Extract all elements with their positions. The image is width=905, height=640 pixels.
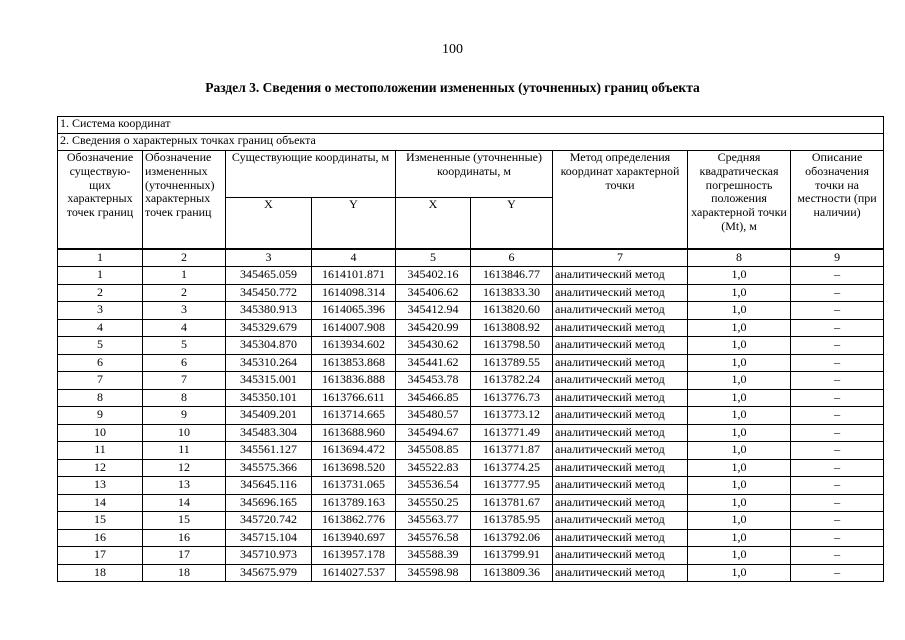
cell-existing-point-id: 12 (58, 459, 143, 477)
cell-existing-y: 1613940.697 (312, 529, 396, 547)
cell-existing-x: 345696.165 (226, 494, 312, 512)
cell-mean-error: 1,0 (688, 319, 791, 337)
column-number: 6 (471, 249, 553, 267)
header-existing-point-id: Обозначение существую-щих характерных точек границ (58, 151, 143, 250)
table-row (58, 337, 884, 355)
cell-changed-y: 1613773.12 (471, 407, 553, 425)
cell-mean-error: 1,0 (688, 337, 791, 355)
cell-mean-error: 1,0 (688, 529, 791, 547)
cell-mean-error: 1,0 (688, 477, 791, 495)
cell-changed-x: 345430.62 (396, 337, 471, 355)
column-number: 5 (396, 249, 471, 267)
cell-changed-x: 345536.54 (396, 477, 471, 495)
cell-method: аналитический метод (553, 319, 688, 337)
cell-existing-y: 1613862.776 (312, 512, 396, 530)
cell-method: аналитический метод (553, 459, 688, 477)
cell-existing-point-id: 14 (58, 494, 143, 512)
cell-changed-x: 345453.78 (396, 372, 471, 390)
cell-existing-y: 1613934.602 (312, 337, 396, 355)
cell-method: аналитический метод (553, 372, 688, 390)
cell-changed-x: 345402.16 (396, 267, 471, 285)
cell-mean-error: 1,0 (688, 564, 791, 582)
cell-changed-x: 345550.25 (396, 494, 471, 512)
cell-existing-x: 345304.870 (226, 337, 312, 355)
cell-existing-y: 1613957.178 (312, 547, 396, 565)
cell-changed-x: 345598.98 (396, 564, 471, 582)
cell-changed-point-id: 4 (143, 319, 226, 337)
cell-existing-y: 1613714.665 (312, 407, 396, 425)
cell-changed-y: 1613809.36 (471, 564, 553, 582)
table-row (58, 494, 884, 512)
header-mean-error: Средняя квадратическая погрешность положения характерной точки (Mt), м (688, 151, 791, 250)
cell-existing-point-id: 7 (58, 372, 143, 390)
header-point-description: Описание обозначения точки на местности (при наличии) (791, 151, 884, 250)
column-number: 9 (791, 249, 884, 267)
cell-changed-y: 1613820.60 (471, 302, 553, 320)
cell-mean-error: 1,0 (688, 267, 791, 285)
cell-changed-point-id: 12 (143, 459, 226, 477)
cell-changed-y: 1613781.67 (471, 494, 553, 512)
cell-existing-y: 1613836.888 (312, 372, 396, 390)
table-row (58, 459, 884, 477)
cell-description: – (791, 284, 884, 302)
cell-changed-point-id: 13 (143, 477, 226, 495)
cell-description: – (791, 442, 884, 460)
cell-changed-point-id: 18 (143, 564, 226, 582)
cell-description: – (791, 529, 884, 547)
cell-existing-x: 345720.742 (226, 512, 312, 530)
cell-method: аналитический метод (553, 547, 688, 565)
cell-description: – (791, 512, 884, 530)
cell-existing-point-id: 18 (58, 564, 143, 582)
header-method: Метод определения координат характерной точки (553, 151, 688, 250)
table-row (58, 302, 884, 320)
cell-changed-point-id: 8 (143, 389, 226, 407)
page-number: 100 (442, 42, 463, 57)
cell-existing-y: 1614098.314 (312, 284, 396, 302)
cell-description: – (791, 424, 884, 442)
section-title: Раздел 3. Сведения о местоположении измененных (уточненных) границ объекта (205, 80, 700, 95)
cell-mean-error: 1,0 (688, 547, 791, 565)
cell-method: аналитический метод (553, 407, 688, 425)
cell-mean-error: 1,0 (688, 389, 791, 407)
cell-description: – (791, 302, 884, 320)
cell-changed-y: 1613782.24 (471, 372, 553, 390)
header-existing-y: Y (312, 198, 396, 250)
cell-existing-point-id: 16 (58, 529, 143, 547)
cell-method: аналитический метод (553, 284, 688, 302)
cell-existing-x: 345715.104 (226, 529, 312, 547)
column-number: 3 (226, 249, 312, 267)
cell-changed-x: 345466.85 (396, 389, 471, 407)
column-number: 1 (58, 249, 143, 267)
table-row (58, 407, 884, 425)
cell-changed-point-id: 5 (143, 337, 226, 355)
cell-mean-error: 1,0 (688, 372, 791, 390)
cell-method: аналитический метод (553, 512, 688, 530)
table-row (58, 389, 884, 407)
cell-method: аналитический метод (553, 389, 688, 407)
cell-method: аналитический метод (553, 302, 688, 320)
cell-changed-x: 345588.39 (396, 547, 471, 565)
cell-mean-error: 1,0 (688, 284, 791, 302)
cell-mean-error: 1,0 (688, 407, 791, 425)
cell-existing-point-id: 15 (58, 512, 143, 530)
table-row (58, 284, 884, 302)
header-existing-x: X (226, 198, 312, 250)
table-row (58, 372, 884, 390)
header-changed-y: Y (471, 198, 553, 250)
cell-changed-x: 345494.67 (396, 424, 471, 442)
cell-description: – (791, 389, 884, 407)
header-changed-point-id: Обозначение измененных (уточненных) характерных точек границ (143, 151, 226, 250)
cell-existing-y: 1614007.908 (312, 319, 396, 337)
cell-description: – (791, 319, 884, 337)
cell-existing-x: 345329.679 (226, 319, 312, 337)
cell-changed-y: 1613776.73 (471, 389, 553, 407)
cell-existing-y: 1614027.537 (312, 564, 396, 582)
header-changed-x: X (396, 198, 471, 250)
cell-changed-point-id: 11 (143, 442, 226, 460)
table-row (58, 477, 884, 495)
table-row (58, 354, 884, 372)
cell-changed-x: 345412.94 (396, 302, 471, 320)
cell-changed-point-id: 7 (143, 372, 226, 390)
cell-existing-x: 345450.772 (226, 284, 312, 302)
cell-description: – (791, 372, 884, 390)
cell-existing-y: 1614065.396 (312, 302, 396, 320)
cell-changed-point-id: 6 (143, 354, 226, 372)
cell-changed-y: 1613771.49 (471, 424, 553, 442)
cell-existing-point-id: 17 (58, 547, 143, 565)
cell-changed-y: 1613774.25 (471, 459, 553, 477)
cell-changed-y: 1613777.95 (471, 477, 553, 495)
cell-method: аналитический метод (553, 424, 688, 442)
cell-existing-x: 345675.979 (226, 564, 312, 582)
cell-changed-x: 345563.77 (396, 512, 471, 530)
cell-existing-x: 345350.101 (226, 389, 312, 407)
cell-existing-point-id: 1 (58, 267, 143, 285)
cell-changed-y: 1613785.95 (471, 512, 553, 530)
cell-existing-point-id: 10 (58, 424, 143, 442)
cell-existing-x: 345310.264 (226, 354, 312, 372)
cell-changed-y: 1613799.91 (471, 547, 553, 565)
cell-mean-error: 1,0 (688, 354, 791, 372)
cell-description: – (791, 477, 884, 495)
table-row (58, 547, 884, 565)
cell-method: аналитический метод (553, 494, 688, 512)
cell-mean-error: 1,0 (688, 459, 791, 477)
cell-changed-x: 345441.62 (396, 354, 471, 372)
cell-method: аналитический метод (553, 477, 688, 495)
header-changed-coordinates: Измененные (уточненные) координаты, м (396, 151, 553, 198)
cell-changed-y: 1613798.50 (471, 337, 553, 355)
table-row (58, 424, 884, 442)
cell-method: аналитический метод (553, 337, 688, 355)
cell-existing-y: 1614101.871 (312, 267, 396, 285)
cell-existing-x: 345575.366 (226, 459, 312, 477)
cell-changed-point-id: 14 (143, 494, 226, 512)
table-row (58, 564, 884, 582)
cell-changed-point-id: 10 (143, 424, 226, 442)
cell-existing-point-id: 3 (58, 302, 143, 320)
cell-changed-point-id: 16 (143, 529, 226, 547)
cell-description: – (791, 354, 884, 372)
boundary-points-info-row: 2. Сведения о характерных точках границ объекта (58, 134, 884, 151)
cell-changed-x: 345576.58 (396, 529, 471, 547)
cell-mean-error: 1,0 (688, 302, 791, 320)
cell-existing-x: 345315.001 (226, 372, 312, 390)
cell-method: аналитический метод (553, 442, 688, 460)
cell-existing-point-id: 9 (58, 407, 143, 425)
table-row (58, 319, 884, 337)
cell-existing-point-id: 5 (58, 337, 143, 355)
cell-changed-point-id: 2 (143, 284, 226, 302)
cell-existing-point-id: 13 (58, 477, 143, 495)
cell-existing-x: 345710.973 (226, 547, 312, 565)
column-number: 2 (143, 249, 226, 267)
cell-method: аналитический метод (553, 267, 688, 285)
cell-existing-x: 345465.059 (226, 267, 312, 285)
cell-existing-x: 345409.201 (226, 407, 312, 425)
cell-changed-y: 1613846.77 (471, 267, 553, 285)
table-row (58, 512, 884, 530)
cell-existing-point-id: 11 (58, 442, 143, 460)
cell-changed-y: 1613792.06 (471, 529, 553, 547)
cell-existing-y: 1613731.065 (312, 477, 396, 495)
cell-existing-x: 345483.304 (226, 424, 312, 442)
cell-existing-y: 1613766.611 (312, 389, 396, 407)
cell-changed-point-id: 17 (143, 547, 226, 565)
cell-method: аналитический метод (553, 529, 688, 547)
cell-existing-y: 1613698.520 (312, 459, 396, 477)
column-number: 8 (688, 249, 791, 267)
coordinate-system-row: 1. Система координат (58, 117, 884, 134)
cell-description: – (791, 564, 884, 582)
cell-changed-point-id: 1 (143, 267, 226, 285)
cell-existing-y: 1613789.163 (312, 494, 396, 512)
coordinates-table (57, 116, 884, 582)
cell-changed-y: 1613789.55 (471, 354, 553, 372)
cell-existing-x: 345645.116 (226, 477, 312, 495)
cell-existing-point-id: 2 (58, 284, 143, 302)
cell-existing-x: 345380.913 (226, 302, 312, 320)
cell-existing-point-id: 8 (58, 389, 143, 407)
cell-mean-error: 1,0 (688, 512, 791, 530)
table-row (58, 267, 884, 285)
cell-changed-x: 345406.62 (396, 284, 471, 302)
cell-changed-y: 1613771.87 (471, 442, 553, 460)
cell-existing-point-id: 4 (58, 319, 143, 337)
cell-existing-x: 345561.127 (226, 442, 312, 460)
cell-changed-x: 345420.99 (396, 319, 471, 337)
cell-description: – (791, 337, 884, 355)
cell-mean-error: 1,0 (688, 494, 791, 512)
cell-changed-y: 1613833.30 (471, 284, 553, 302)
cell-description: – (791, 494, 884, 512)
column-number: 4 (312, 249, 396, 267)
cell-changed-point-id: 15 (143, 512, 226, 530)
cell-description: – (791, 547, 884, 565)
table-row (58, 529, 884, 547)
cell-description: – (791, 459, 884, 477)
cell-changed-point-id: 9 (143, 407, 226, 425)
cell-existing-y: 1613853.868 (312, 354, 396, 372)
cell-changed-x: 345508.85 (396, 442, 471, 460)
header-existing-coordinates: Существующие координаты, м (226, 151, 396, 198)
table-row (58, 442, 884, 460)
cell-mean-error: 1,0 (688, 442, 791, 460)
column-number: 7 (553, 249, 688, 267)
cell-existing-y: 1613694.472 (312, 442, 396, 460)
cell-existing-point-id: 6 (58, 354, 143, 372)
cell-description: – (791, 267, 884, 285)
cell-changed-point-id: 3 (143, 302, 226, 320)
cell-changed-y: 1613808.92 (471, 319, 553, 337)
cell-changed-x: 345480.57 (396, 407, 471, 425)
cell-changed-x: 345522.83 (396, 459, 471, 477)
cell-mean-error: 1,0 (688, 424, 791, 442)
cell-description: – (791, 407, 884, 425)
cell-method: аналитический метод (553, 564, 688, 582)
cell-method: аналитический метод (553, 354, 688, 372)
cell-existing-y: 1613688.960 (312, 424, 396, 442)
